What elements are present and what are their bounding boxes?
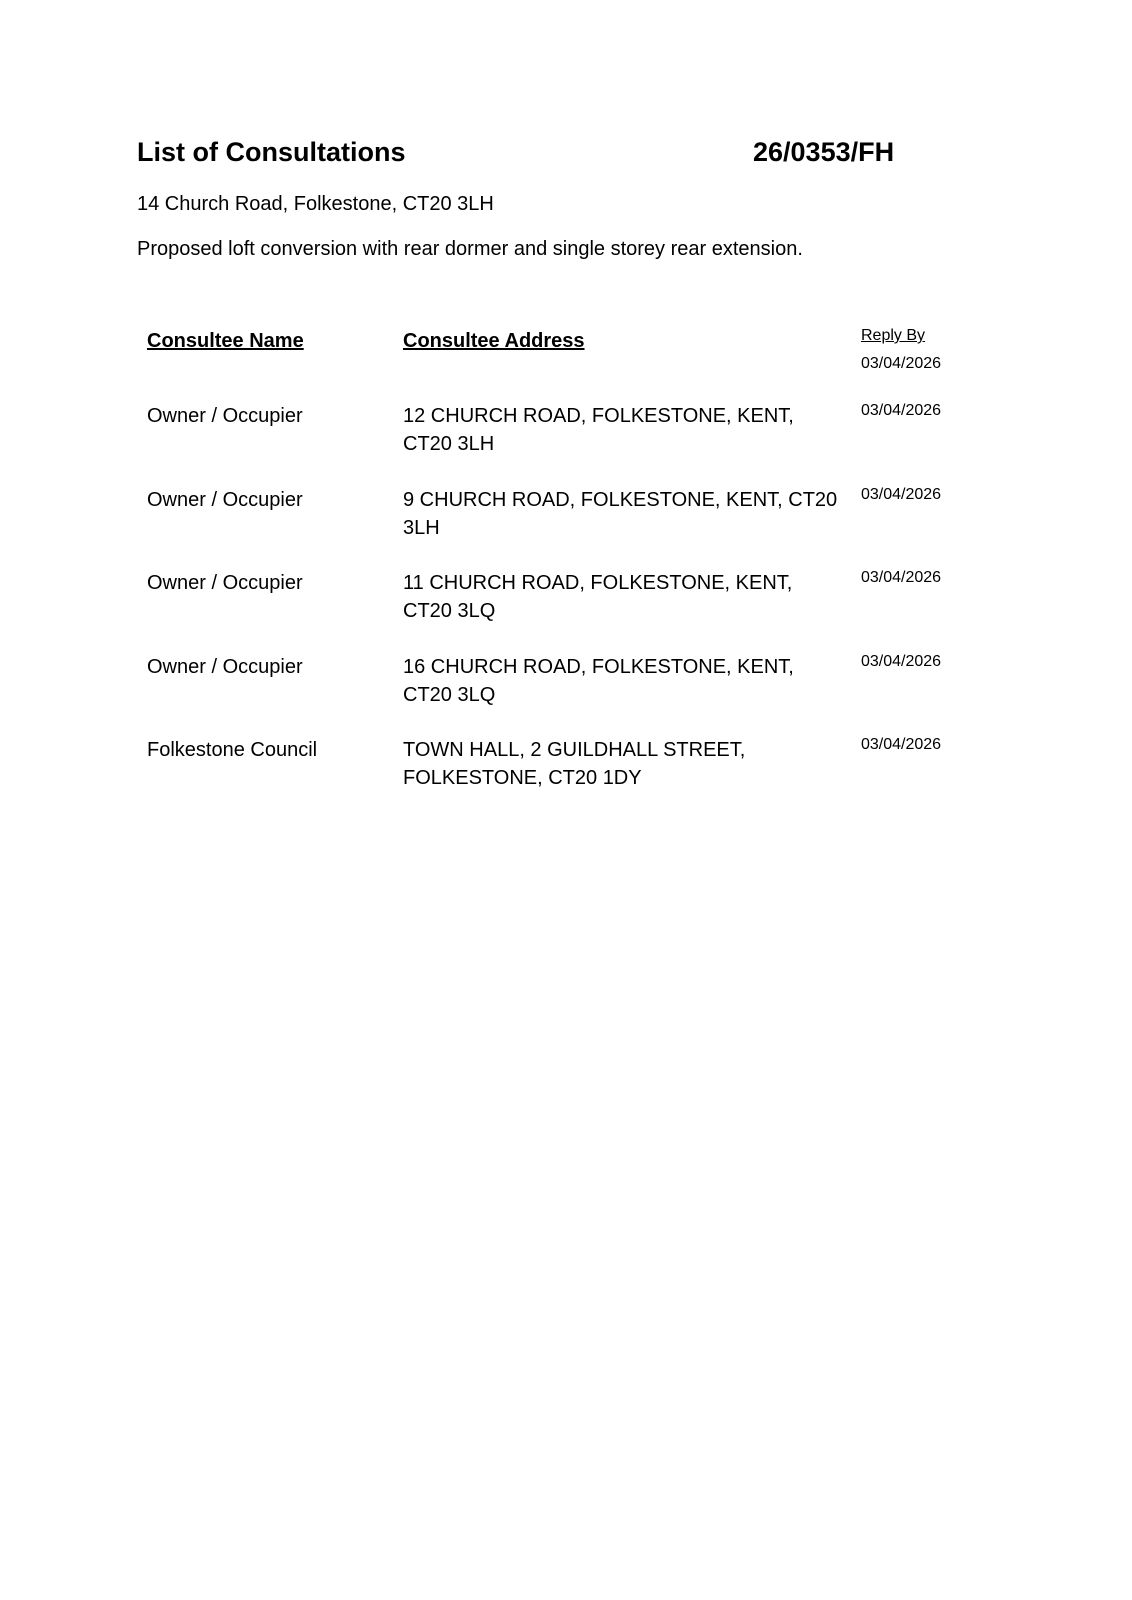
column-header-consultee-address: Consultee Address [403,330,585,352]
consultee-address: 9 CHURCH ROAD, FOLKESTONE, KENT, CT20 3LH [403,489,838,539]
reply-date: 03/04/2026 [861,569,942,586]
heading-row [137,137,917,177]
reply-by-date: 03/04/2026 [861,355,942,372]
consultee-address: 11 CHURCH ROAD, FOLKESTONE, KENT, CT20 3LQ [403,572,793,622]
table-row [0,569,1132,632]
site-address: 14 Church Road, Folkestone, CT20 3LH [137,193,494,215]
column-header-reply-by: Reply By [861,327,926,344]
consultee-name: Owner / Occupier [147,405,303,427]
table-row [0,486,1132,549]
column-header-consultee-name: Consultee Name [147,330,304,352]
consultee-address: 12 CHURCH ROAD, FOLKESTONE, KENT, CT20 3LH [403,405,794,455]
table-row [0,736,1132,799]
consultee-name: Folkestone Council [147,739,318,761]
application-reference: 26/0353/FH [753,137,895,167]
reply-date: 03/04/2026 [861,402,942,419]
reply-date: 03/04/2026 [861,736,942,753]
consultee-name: Owner / Occupier [147,489,303,511]
reply-date: 03/04/2026 [861,486,942,503]
consultee-name: Owner / Occupier [147,572,303,594]
table-row [0,653,1132,716]
consultee-address: 16 CHURCH ROAD, FOLKESTONE, KENT, CT20 3LQ [403,656,794,706]
consultee-address: TOWN HALL, 2 GUILDHALL STREET, FOLKESTONE, CT20 1DY [403,739,746,789]
consultee-name: Owner / Occupier [147,656,303,678]
table-row [0,402,1132,465]
reply-date: 03/04/2026 [861,653,942,670]
page-title: List of Consultations [137,137,406,167]
proposal-description: Proposed loft conversion with rear dormer and single storey rear extension. [137,238,803,260]
